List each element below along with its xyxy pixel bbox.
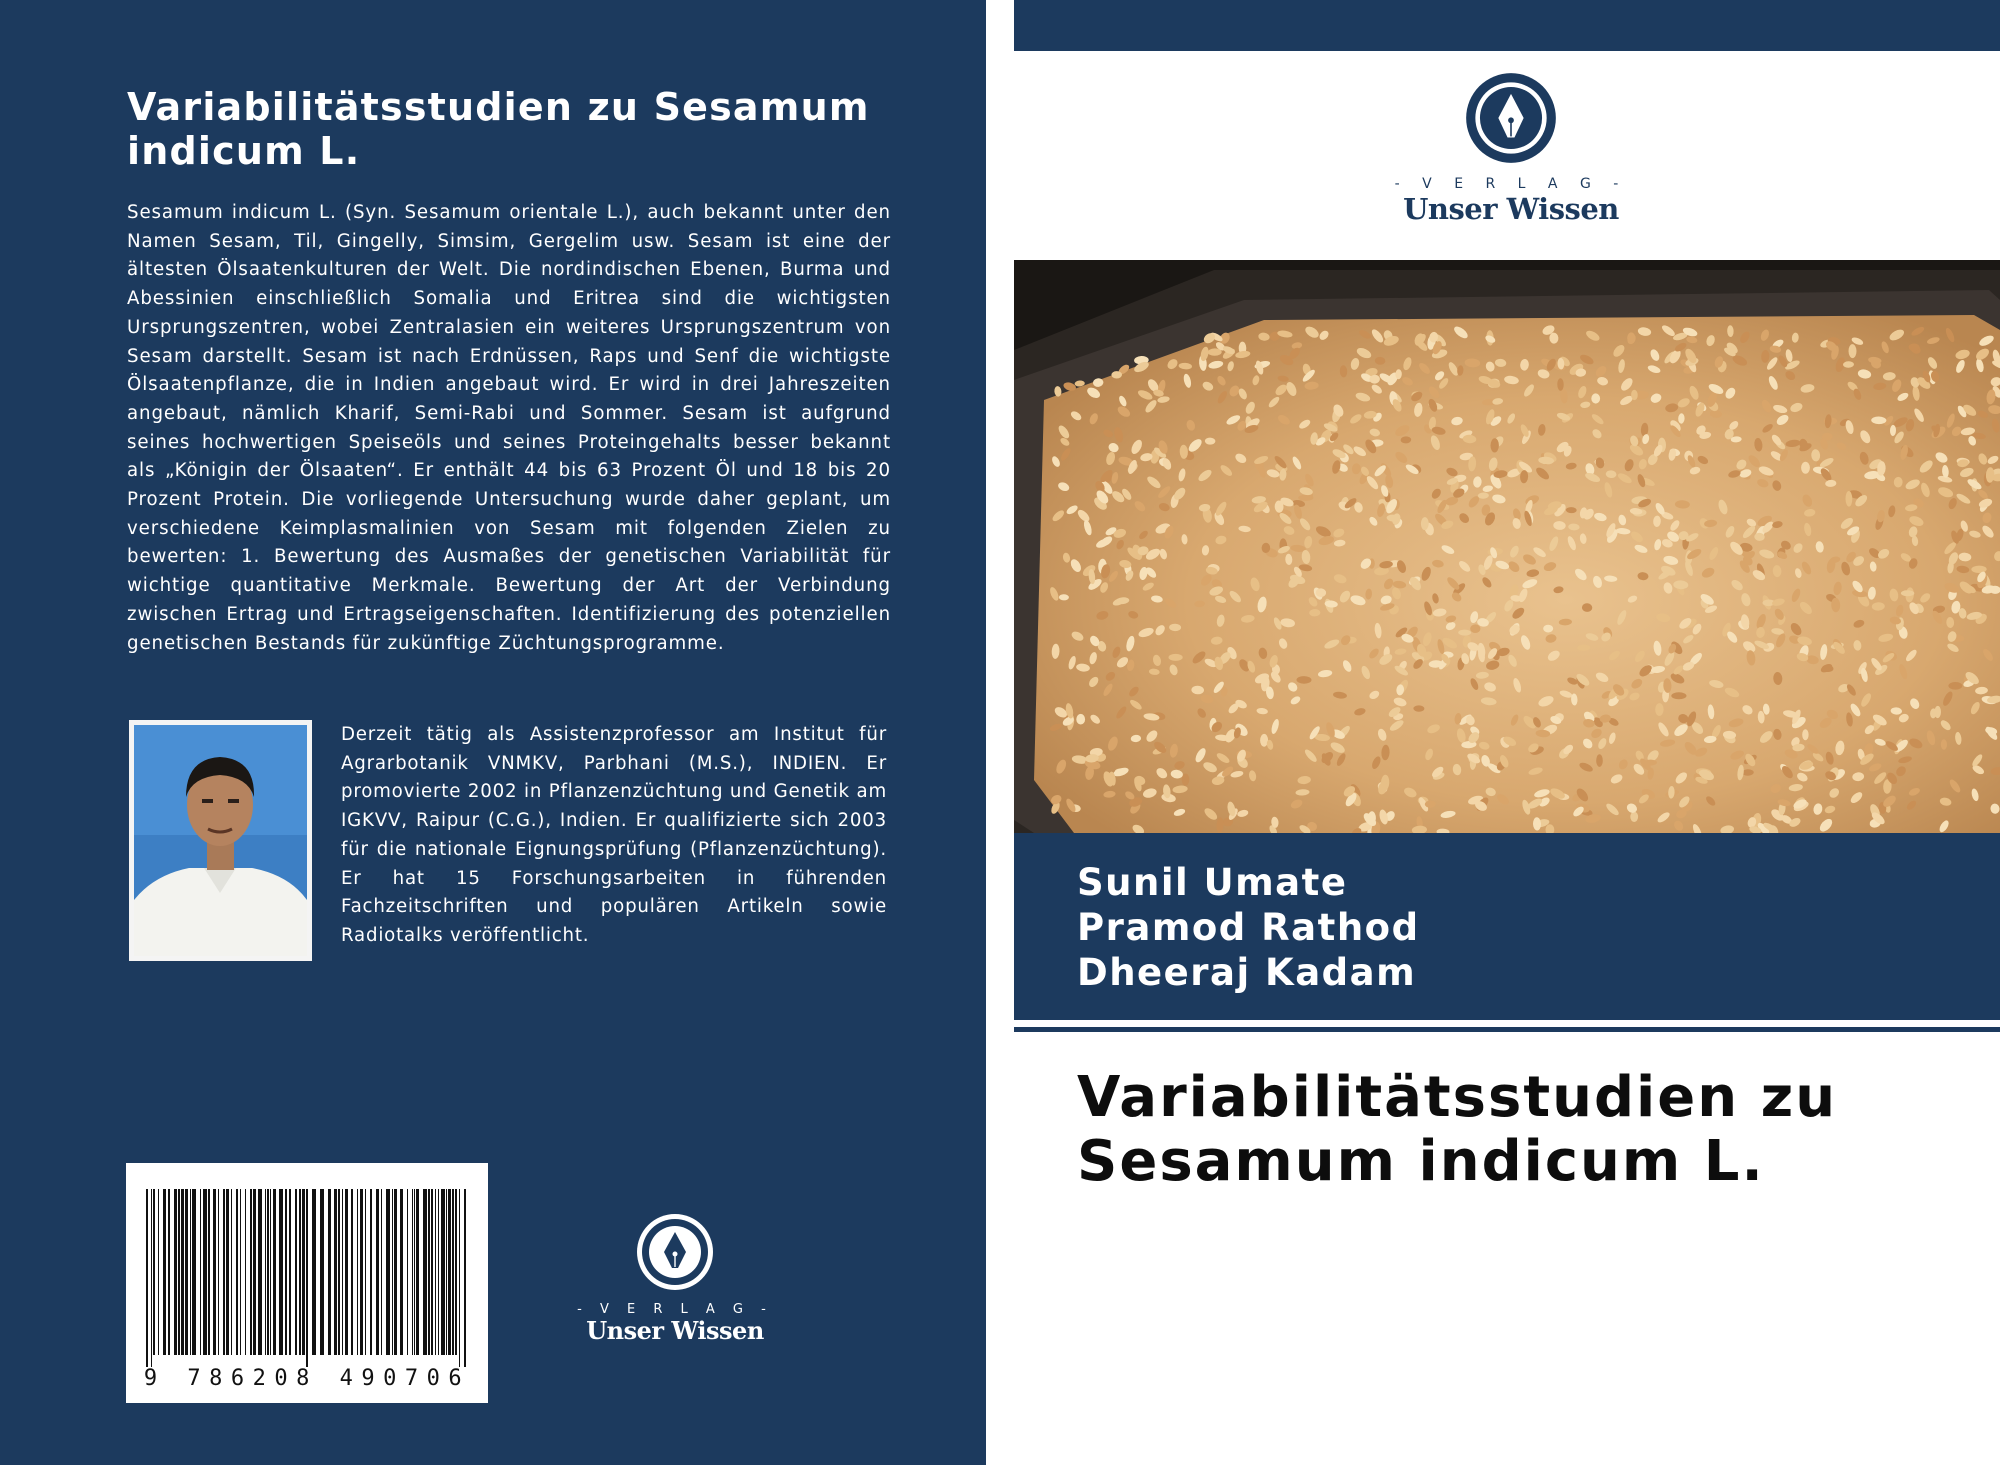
barcode-bar — [342, 1189, 343, 1355]
sesame-seed — [1169, 654, 1183, 661]
barcode-bar — [407, 1189, 408, 1355]
barcode-bar — [441, 1189, 445, 1355]
barcode-bar — [376, 1189, 379, 1355]
barcode-bar — [306, 1189, 308, 1367]
book-blurb: Sesamum indicum L. (Syn. Sesamum orientale L.), auch bekannt unter den Namen Sesam, Til, Gingelly, Simsim, Gergelim usw. Sesam ist eine der ältesten Ölsaatenkulturen der Welt. Die nordindischen Ebenen, Burma und Abessinien einschließlich Somalia und Eritrea sind die wichtigsten Ursprungszentren, wobei Zentralasien ein weiteres Ursprungszentrum von Sesam darstellt. Sesam ist nach Erdnüssen, Raps und Senf die wichtigste Ölsaatenpflanze, die in Indien angebaut wird. Er wird in drei Jahreszeiten angebaut, nämlich Kharif, Semi-Rabi und Sommer. Sesam ist aufgrund seines hochwertigen Speiseöls und seines Proteingehalts besser bekannt als „Königin der Ölsaaten“. Er enthält 44 bis 63 Prozent Öl und 18 bis 20 Prozent Protein. Die vorliegende Untersuchung wurde daher geplant, um verschiedene Keimplasmalinien von Sesam mit folgenden Zielen zu bewerten: 1. Bewertung des Ausmaßes der genetischen Variabilität für wichtige quantitative Merkmale. Bewertung der Art der Verbindung zwischen Ertrag und Ertragseigenschaften. Identifizierung des potenziellen genetischen Bestands für zukünftige Züchtungsprogramme. — [127, 202, 891, 654]
barcode-bar — [394, 1189, 397, 1355]
author-bio: Derzeit tätig als Assistenzprofessor am Institut für Agrarbotanik VNMKV, Parbhani (M.S.), INDIEN. Er promovierte 2002 in Pflanzenzüchtung und Genetik am IGKVV, Raipur (C.G.), Indien. Er qualifizierte sich 2003 für die nationale Eignungsprüfung (Pflanzenzüchtung). Er hat 15 Forschungsarbeiten in führenden Fachzeitschriften und populären Artikeln sowie Radiotalks veröffentlicht. — [341, 724, 887, 946]
sesame-seeds-image — [1014, 260, 2000, 833]
barcode-bar — [236, 1189, 238, 1355]
barcode-bar — [386, 1189, 390, 1355]
barcode-bar — [370, 1189, 372, 1355]
sesame-seed — [1630, 812, 1638, 822]
barcode-bar — [192, 1189, 196, 1355]
barcode-bar — [279, 1189, 283, 1355]
author-portrait-icon — [134, 725, 307, 956]
barcode-bar — [295, 1189, 297, 1355]
barcode-bar — [146, 1189, 148, 1367]
sesame-seed — [1470, 624, 1480, 633]
authors-band — [1014, 833, 2000, 1020]
isbn-number: 9 786208 490706 — [143, 1366, 471, 1391]
sesame-seeds-photo — [1014, 260, 2000, 833]
barcode-bar — [400, 1189, 403, 1355]
barcode-bar — [446, 1189, 447, 1355]
divider-rule — [1014, 1027, 2000, 1032]
barcode-bar — [285, 1189, 287, 1355]
barcode-bar — [328, 1189, 331, 1355]
barcode-bar — [258, 1189, 262, 1355]
barcode-bar — [312, 1189, 316, 1355]
publisher-name: Unser Wissen — [1403, 192, 1619, 226]
barcode-bar — [158, 1189, 159, 1355]
barcode-bar — [200, 1189, 201, 1355]
barcode-bar — [218, 1189, 219, 1355]
barcode-bar — [267, 1189, 269, 1355]
barcode-bar — [203, 1189, 207, 1355]
barcode-bar — [273, 1189, 276, 1355]
barcode-bar — [185, 1189, 188, 1355]
barcode-bar — [226, 1189, 229, 1355]
barcode-bar — [416, 1189, 419, 1355]
sesame-seed — [1802, 729, 1808, 740]
barcode-bar — [431, 1189, 433, 1355]
barcode-bar — [245, 1189, 246, 1355]
publisher-logo-front — [1371, 72, 1651, 226]
barcode-bar — [459, 1189, 460, 1367]
isbn-barcode — [126, 1163, 488, 1403]
barcode-bar — [250, 1189, 252, 1355]
pen-nib-seal-icon — [1465, 72, 1557, 164]
barcode-bar — [464, 1189, 466, 1367]
barcode-bar — [452, 1189, 454, 1355]
author-name-2: Pramod Rathod — [1077, 906, 1420, 949]
barcode-bar — [208, 1189, 210, 1355]
barcode-bar — [320, 1189, 324, 1355]
barcode-bar — [302, 1189, 305, 1355]
front-cover-title: Variabilitätsstudien zu Sesamum indicum L. — [1077, 1065, 1838, 1194]
barcode-bar — [351, 1189, 353, 1355]
barcode-bar — [168, 1189, 170, 1355]
barcode-bar — [334, 1189, 337, 1355]
barcode-bar — [345, 1189, 348, 1355]
barcode-bar — [428, 1189, 430, 1355]
sesame-seed — [1076, 714, 1085, 725]
publisher-verlag-label: - V E R L A G - — [577, 1302, 773, 1317]
back-cover — [0, 0, 986, 1465]
sesame-seed — [1948, 682, 1962, 690]
author-name-3: Dheeraj Kadam — [1077, 951, 1417, 994]
barcode-bar — [423, 1189, 427, 1355]
barcode-bar — [299, 1189, 301, 1355]
barcode-bar — [365, 1189, 366, 1355]
barcode-bar — [151, 1189, 152, 1367]
sesame-seed — [1596, 754, 1603, 767]
barcode-bar — [448, 1189, 451, 1355]
barcode-bar — [253, 1189, 256, 1355]
sesame-seed — [1901, 590, 1914, 596]
publisher-verlag-label: - V E R L A G - — [1394, 176, 1628, 192]
barcode-bar — [357, 1189, 358, 1355]
barcode-bar — [153, 1189, 155, 1355]
pen-nib-seal-icon — [635, 1212, 715, 1292]
spine-gap — [986, 0, 1014, 1465]
barcode-bar — [174, 1189, 177, 1355]
barcode-bar — [338, 1189, 340, 1355]
back-cover-title: Variabilitätsstudien zu Sesamum indicum L. — [127, 85, 870, 173]
barcode-bar — [178, 1189, 180, 1355]
barcode-bar — [360, 1189, 363, 1355]
publisher-logo-back — [572, 1212, 778, 1345]
sesame-seed — [1671, 692, 1686, 699]
barcode-bar — [414, 1189, 415, 1355]
sesame-seed — [1298, 495, 1313, 501]
barcode-bar — [240, 1189, 241, 1355]
publisher-name: Unser Wissen — [586, 1316, 764, 1345]
author-photo — [129, 720, 312, 961]
barcode-bar — [223, 1189, 225, 1355]
top-color-bar — [1014, 0, 2000, 51]
barcode-bar — [392, 1189, 393, 1355]
barcode-icon — [146, 1189, 468, 1367]
sesame-seed — [1801, 462, 1810, 474]
barcode-bar — [435, 1189, 436, 1355]
barcode-bar — [289, 1189, 291, 1355]
barcode-bar — [381, 1189, 382, 1355]
barcode-bar — [163, 1189, 166, 1355]
barcode-bar — [190, 1189, 191, 1355]
barcode-bar — [231, 1189, 232, 1355]
barcode-bar — [213, 1189, 216, 1355]
barcode-bar — [438, 1189, 439, 1355]
barcode-bar — [455, 1189, 457, 1355]
front-cover — [1014, 0, 2000, 1465]
barcode-bar — [265, 1189, 266, 1355]
barcode-bar — [270, 1189, 271, 1355]
author-name-1: Sunil Umate — [1077, 861, 1348, 904]
barcode-bar — [412, 1189, 413, 1355]
barcode-bar — [181, 1189, 184, 1355]
